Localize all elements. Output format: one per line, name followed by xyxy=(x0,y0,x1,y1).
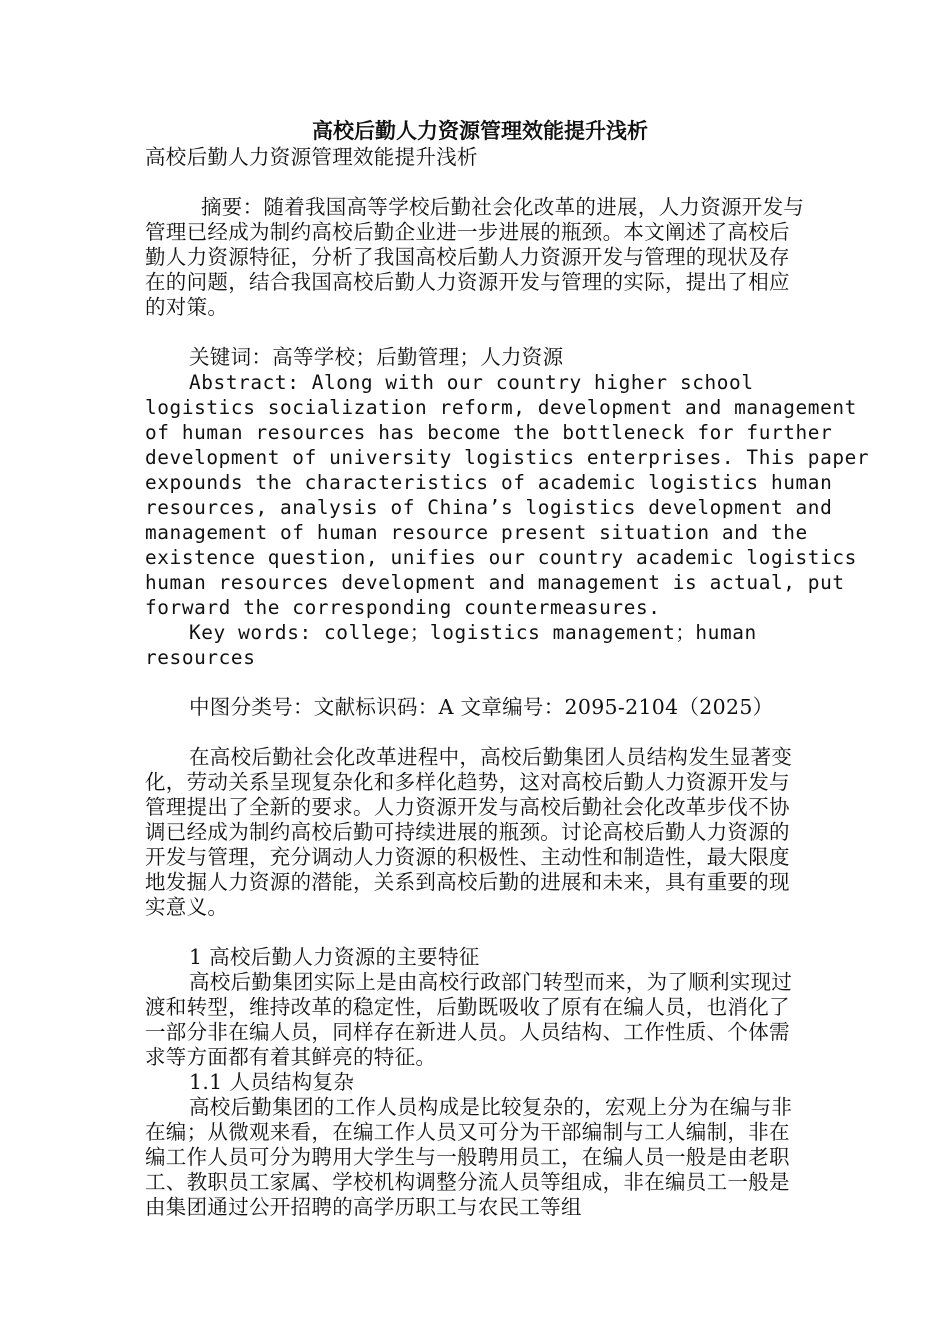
document-page xyxy=(145,118,870,1220)
abstract-en-line: human resources development and management is actual, put xyxy=(145,571,845,594)
document-subtitle: 高校后勤人力资源管理效能提升浅析 xyxy=(145,145,478,169)
abstract-en-line: of human resources has become the bottleneck for further xyxy=(145,421,833,444)
abstract-en-line: development of university logistics enterprises. This paper xyxy=(145,446,870,469)
abstract-en-line: Abstract: Along with our country higher school xyxy=(189,371,754,394)
section-1-1-heading: 1.1 人员结构复杂 xyxy=(189,1070,355,1094)
section-1-heading: 1 高校后勤人力资源的主要特征 xyxy=(189,945,480,969)
intro-paragraph: 在高校后勤社会化改革进程中，高校后勤集团人员结构发生显著变化，劳动关系呈现复杂化和多样化趋势，这对高校后勤人力资源开发与管理提出了全新的要求。人力资源开发与高校后勤社会化改革步伐不协调已经成为制约高校后勤可持续进展的瓶颈。讨论高校后勤人力资源的开发与管理，充分调动人力资源的积极性、主动性和制造性，最大限度地发掘人力资源的潜能，关系到高校后勤的进展和未来，具有重要的现实意义。 xyxy=(145,745,793,919)
classification-line: 中图分类号：文献标识码：A 文章编号：2095-2104（2025） xyxy=(189,695,774,719)
abstract-en-line: management of human resource present situation and the xyxy=(145,521,808,544)
abstract-en-line: resources, analysis of China’s logistics development and xyxy=(145,496,833,519)
abstract-en-line: expounds the characteristics of academic logistics human xyxy=(145,471,833,494)
abstract-en-line: existence question, unifies our country academic logistics xyxy=(145,546,857,569)
document-title: 高校后勤人力资源管理效能提升浅析 xyxy=(312,118,648,143)
section-1-body: 高校后勤集团实际上是由高校行政部门转型而来，为了顺利实现过渡和转型，维持改革的稳定性，后勤既吸收了原有在编人员，也消化了一部分非在编人员，同样存在新进人员。人员结构、工作性质、个体需求等方面都有着其鲜亮的特征。 xyxy=(145,970,793,1069)
abstract-en-line: forward the corresponding countermeasures. xyxy=(145,596,661,619)
abstract-cn: 摘要：随着我国高等学校后勤社会化改革的进展，人力资源开发与管理已经成为制约高校后勤企业进一步进展的瓶颈。本文阐述了高校后勤人力资源特征，分析了我国高校后勤人力资源开发与管理的现状及存在的问题，结合我国高校后勤人力资源开发与管理的实际，提出了相应的对策。 xyxy=(145,195,805,319)
keywords-en-line: resources xyxy=(145,646,256,669)
keywords-cn: 关键词：高等学校；后勤管理；人力资源 xyxy=(189,345,564,369)
section-1-1-body: 高校后勤集团的工作人员构成是比较复杂的，宏观上分为在编与非在编；从微观来看，在编工作人员又可分为干部编制与工人编制，非在编工作人员可分为聘用大学生与一般聘用员工，在编人员一般是由老职工、教职员工家属、学校机构调整分流人员等组成，非在编员工一般是由集团通过公开招聘的高学历职工与农民工等组 xyxy=(145,1095,793,1219)
abstract-en-line: logistics socialization reform, development and management xyxy=(145,396,857,419)
keywords-en-line: Key words: college；logistics management；human xyxy=(189,621,757,644)
abstract-en xyxy=(145,370,870,670)
